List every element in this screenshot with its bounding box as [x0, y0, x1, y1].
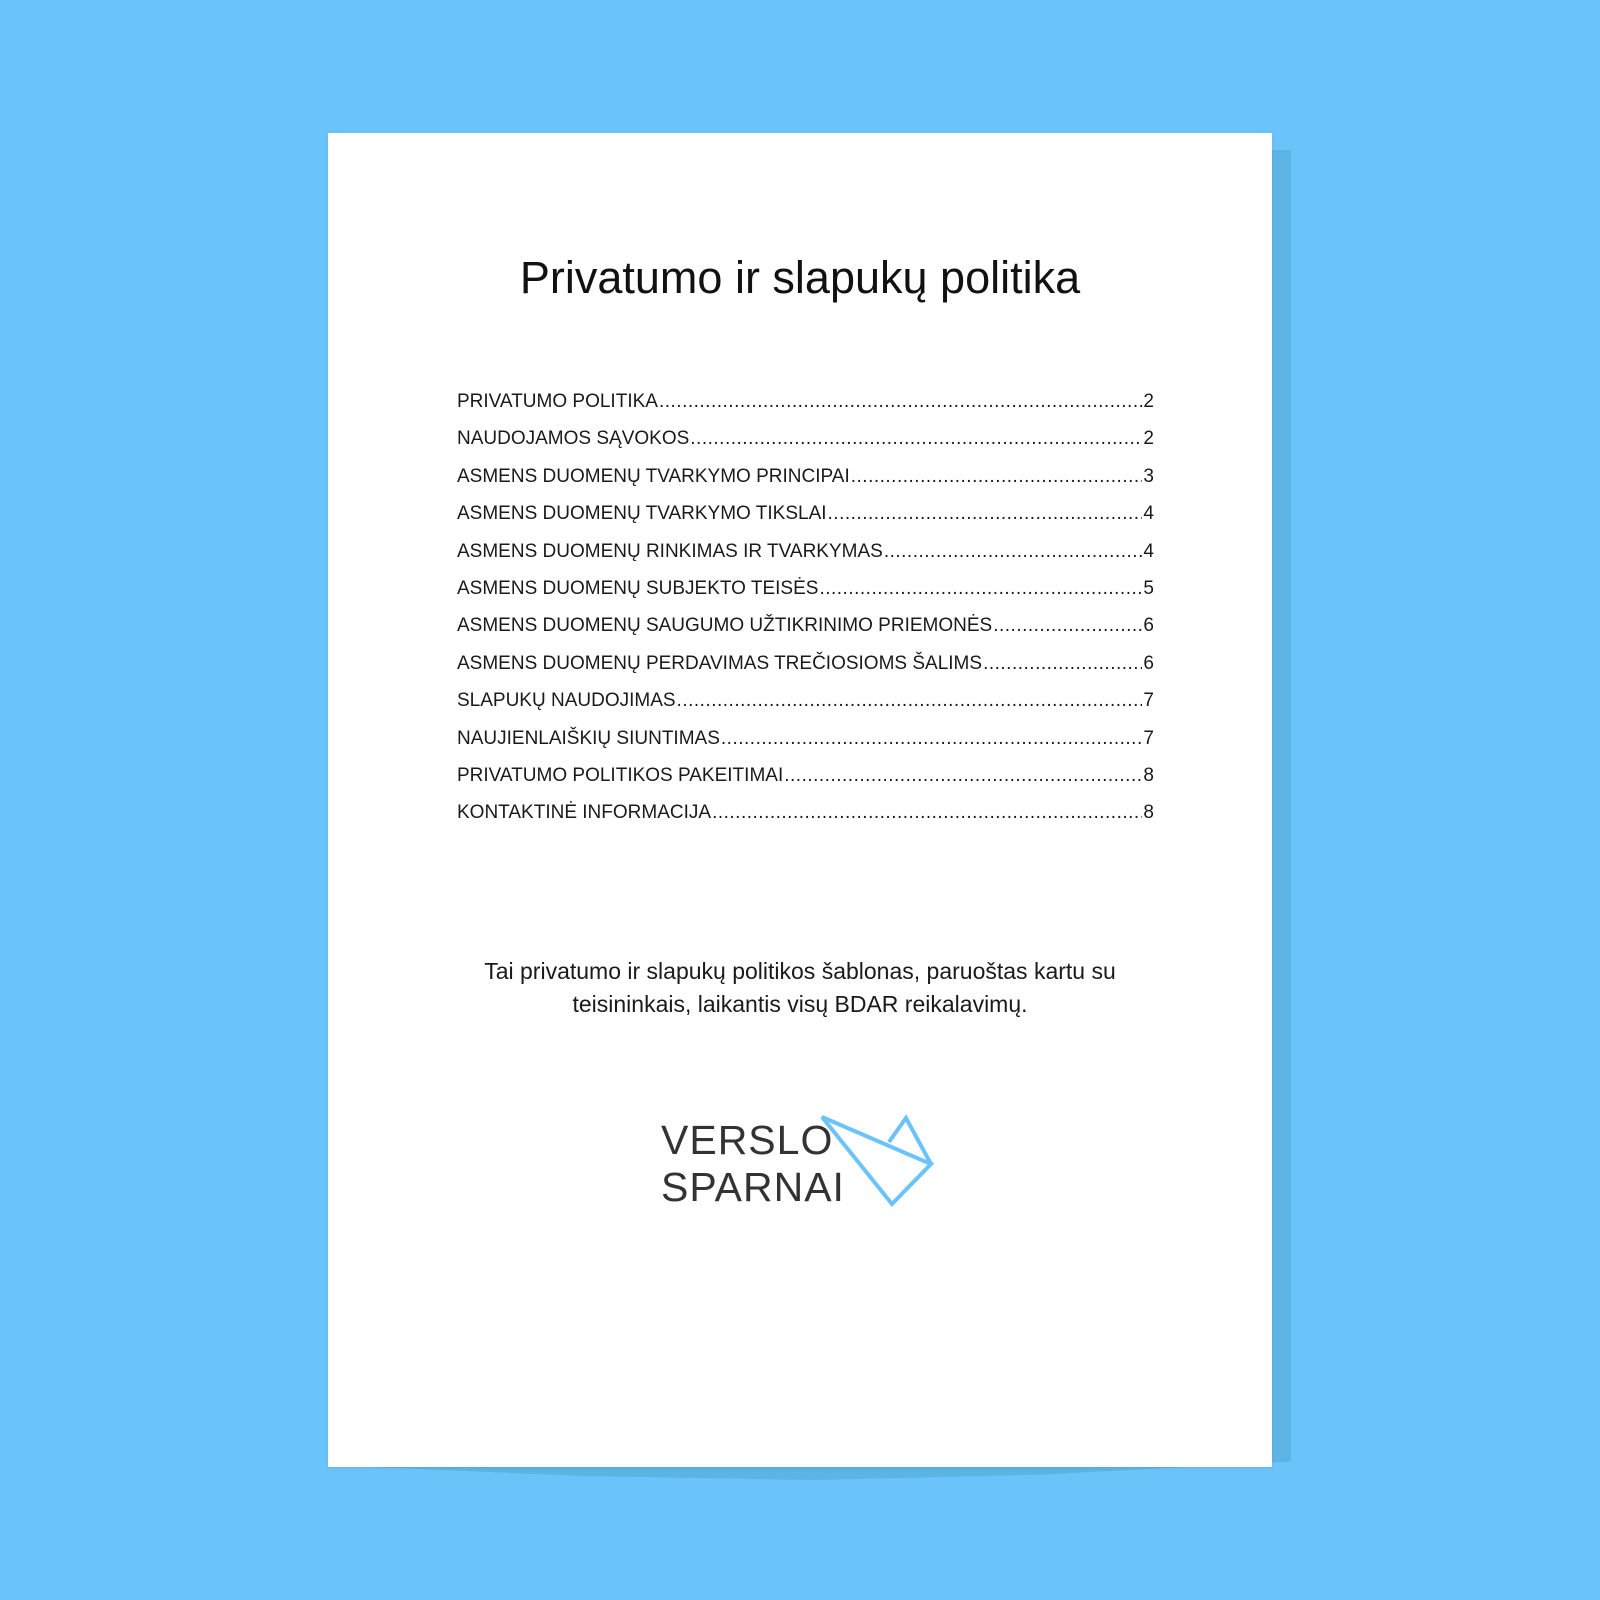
toc-entry [457, 466, 1154, 503]
template-note-line: Tai privatumo ir slapukų politikos šablonas, paruoštas kartu su [484, 958, 1116, 984]
toc-entry-label: ASMENS DUOMENŲ PERDAVIMAS TREČIOSIOMS ŠALIMS [457, 652, 983, 674]
toc-entry-label: PRIVATUMO POLITIKOS PAKEITIMAI [457, 764, 784, 786]
toc-entry [457, 391, 1154, 428]
toc-entry-label: ASMENS DUOMENŲ TVARKYMO TIKSLAI [457, 503, 827, 525]
toc-entry [457, 765, 1154, 802]
toc-dot-leader [784, 765, 1142, 787]
toc-entry [457, 690, 1154, 727]
toc-entry-page: 7 [1143, 727, 1154, 749]
toc-entry-label: ASMENS DUOMENŲ SUBJEKTO TEISĖS [457, 577, 819, 599]
toc-entry [457, 503, 1154, 540]
toc-dot-leader [690, 428, 1142, 450]
toc-dot-leader [712, 802, 1142, 824]
toc-entry [457, 541, 1154, 578]
toc-entry-page: 5 [1143, 577, 1154, 599]
toc-dot-leader [721, 728, 1143, 750]
toc-entry-label: PRIVATUMO POLITIKA [457, 391, 658, 412]
toc-entry-label: NAUJIENLAIŠKIŲ SIUNTIMAS [457, 727, 720, 749]
toc-entry-page: 2 [1143, 428, 1154, 450]
toc-entry-label: ASMENS DUOMENŲ TVARKYMO PRINCIPAI [457, 465, 850, 487]
toc-dot-leader [677, 690, 1143, 712]
paper-plane-icon [819, 1114, 939, 1210]
toc-entry [457, 802, 1154, 839]
toc-entry-label: SLAPUKŲ NAUDOJIMAS [457, 690, 676, 712]
toc-dot-leader [851, 466, 1143, 488]
toc-entry [457, 578, 1154, 615]
versle-sparnai-logo [661, 1118, 951, 1218]
toc-dot-leader [828, 503, 1143, 525]
toc-dot-leader [819, 578, 1142, 600]
template-note-line: teisininkais, laikantis visų BDAR reikalavimų. [572, 991, 1028, 1017]
toc-entry-page: 3 [1143, 465, 1154, 487]
toc-dot-leader [659, 391, 1142, 413]
toc-entry-page: 8 [1143, 764, 1154, 786]
toc-entry-page: 6 [1143, 652, 1154, 674]
toc-dot-leader [993, 615, 1142, 637]
toc-dot-leader [983, 653, 1142, 675]
document-title: Privatumo ir slapukų politika [519, 252, 1081, 303]
toc-entry-page: 7 [1143, 690, 1154, 712]
toc-entry-label: NAUDOJAMOS SĄVOKOS [457, 428, 690, 450]
template-note [400, 955, 1200, 1021]
logo-text-line2: SPARNAI [661, 1164, 845, 1210]
logo-text-line1: VERSLO [661, 1117, 834, 1163]
toc-entry [457, 428, 1154, 465]
toc-entry-page: 4 [1143, 503, 1154, 525]
toc-entry-label: ASMENS DUOMENŲ SAUGUMO UŽTIKRINIMO PRIEMONĖS [457, 615, 993, 637]
toc-entry [457, 653, 1154, 690]
toc-dot-leader [884, 541, 1143, 563]
toc-entry-page: 8 [1143, 802, 1154, 824]
toc-entry-page: 6 [1143, 615, 1154, 637]
toc-entry-label: ASMENS DUOMENŲ RINKIMAS IR TVARKYMAS [457, 540, 883, 562]
toc-entry [457, 615, 1154, 652]
toc-entry-page: 4 [1143, 540, 1154, 562]
table-of-contents [457, 391, 1154, 840]
toc-entry-page: 2 [1143, 391, 1154, 412]
toc-entry-label: KONTAKTINĖ INFORMACIJA [457, 802, 712, 824]
toc-entry [457, 728, 1154, 765]
